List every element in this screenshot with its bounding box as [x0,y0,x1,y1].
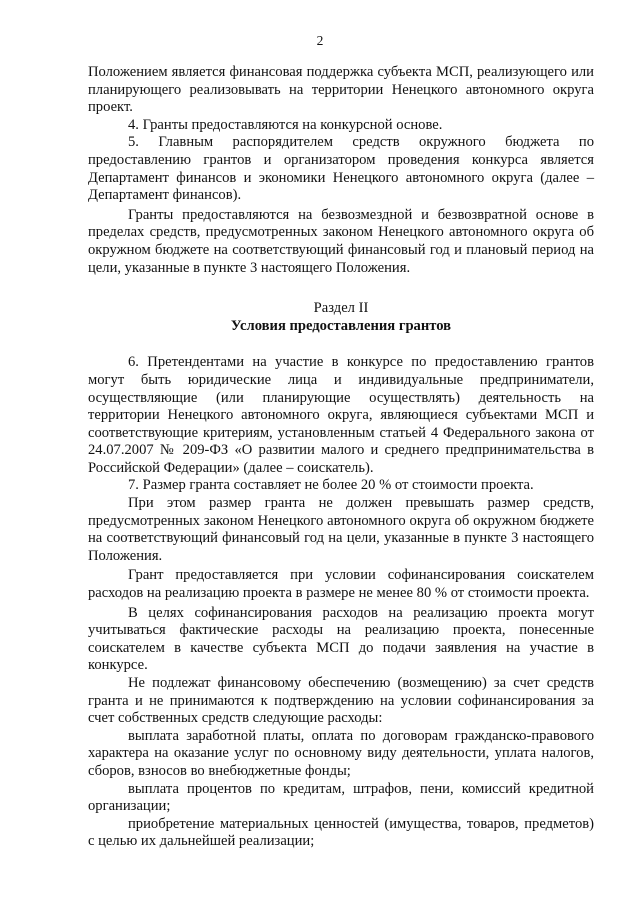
list-item-assets: приобретение материальных ценностей (имущества, товаров, предметов) с целью их дальнейшей реализации; [88,815,594,850]
document-body [88,64,594,851]
section-heading [88,300,594,335]
paragraph-actual-expenses: В целях софинансирования расходов на реализацию проекта могут учитываться фактические расходы на реализацию проекта, понесенные соискателем в качестве субъекта МСП до подачи заявления на участие в конкурсе. [88,604,594,674]
paragraph-item-6: 6. Претендентами на участие в конкурсе по предоставлению грантов могут быть юридические лица и индивидуальные предприниматели, осуществляющие (или планирующие осуществлять) деятельность на территории Ненецкого автономного округа, являющиеся субъектами МСП и соответствующие критериям, установленным статьей 4 Федерального закона от 24.07.2007 № 209-ФЗ «О развитии малого и среднего предпринимательства в Российской Федерации» (далее – соискатель). [88,354,594,476]
section-title: Условия предоставления грантов [230,317,452,334]
section-number: Раздел II [313,300,369,317]
paragraph-excluded-expenses: Не подлежат финансовому обеспечению (возмещению) за счет средств гранта и не принимаются к подтверждению на условии софинансирования за счет собственных средств следующие расходы: [88,675,594,727]
page-number: 2 [316,33,324,48]
paragraph-item-7: 7. Размер гранта составляет не более 20 % от стоимости проекта. [128,477,534,494]
paragraph-cofinancing: Грант предоставляется при условии софинансирования соискателем расходов на реализацию проекта в размере не менее 80 % от стоимости проекта. [88,567,594,602]
paragraph-grant-limit: При этом размер гранта не должен превышать размер средств, предусмотренных законом Ненецкого автономного округа об окружном бюджете на соответствующий финансовый год на цели, указанные в пункте 3 настоящего Положения. [88,495,594,564]
list-item-interest: выплата процентов по кредитам, штрафов, пени, комиссий кредитной организации; [88,780,594,815]
paragraph-grants-basis: Гранты предоставляются на безвозмездной и безвозвратной основе в пределах средств, предусмотренных законом Ненецкого автономного округа об окружном бюджете на соответствующий финансовый год и плановый период на цели, указанные в пункте 3 настоящего Положения. [88,206,594,276]
paragraph-item-5: 5. Главным распорядителем средств окружного бюджета по предоставлению грантов и организатором проведения конкурса является Департамент финансов и экономики Ненецкого автономного округа (далее – Департамент финансов). [88,134,594,204]
paragraph-continuation: Положением является финансовая поддержка субъекта МСП, реализующего или планирующего реализовывать на территории Ненецкого автономного округа проект. [88,64,594,116]
list-item-salary: выплата заработной платы, оплата по договорам гражданско-правового характера на оказание услуг по основному виду деятельности, уплата налогов, сборов, взносов во внебюджетные фонды; [88,727,594,779]
paragraph-item-4: 4. Гранты предоставляются на конкурсной основе. [128,116,443,133]
